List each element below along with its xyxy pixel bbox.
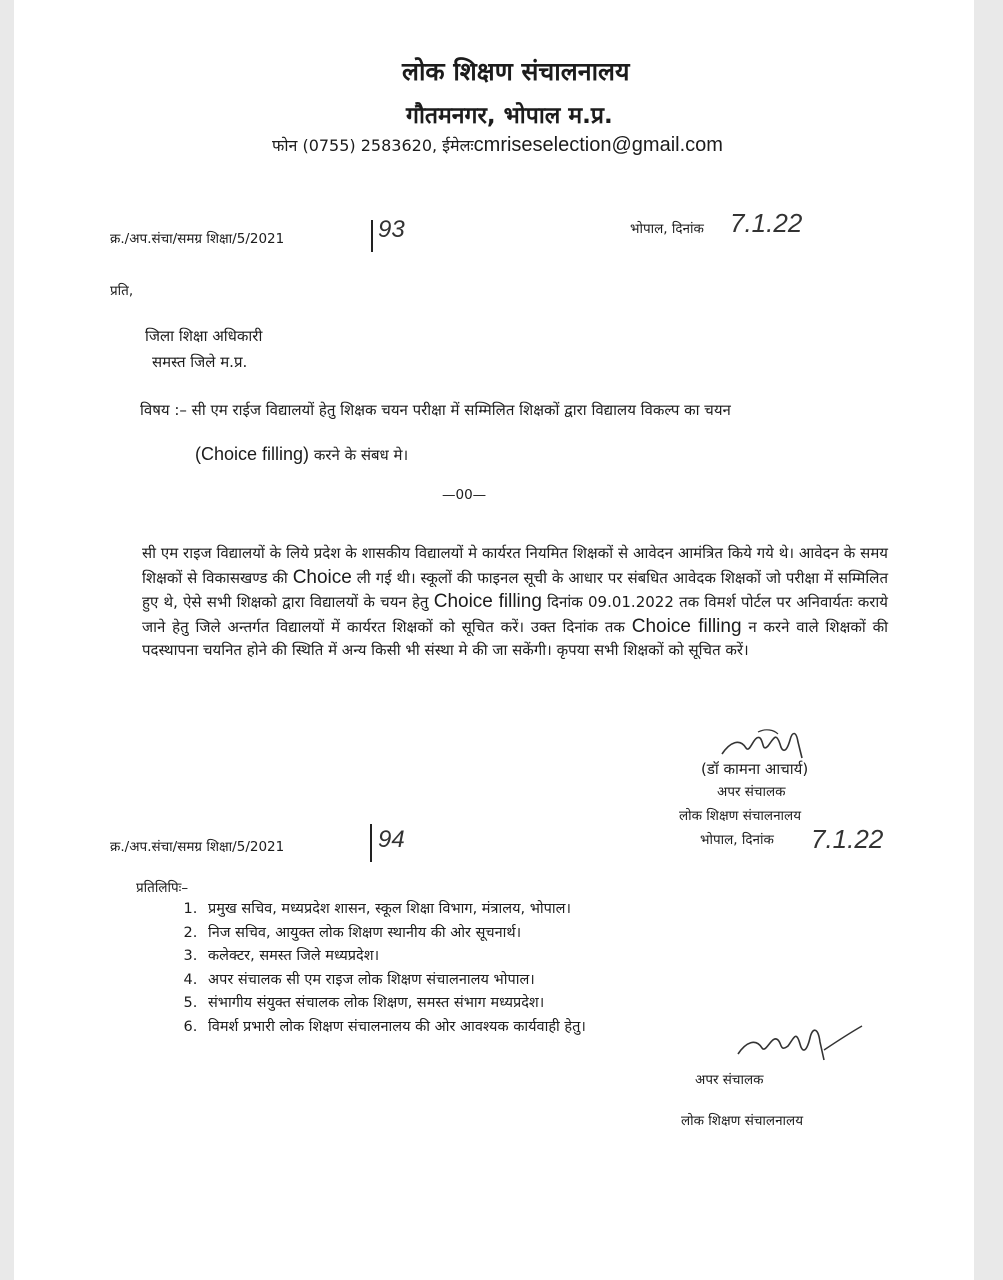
subject-line-1: विषय :– सी एम राईज विद्यालयों हेतु शिक्षक चयन परीक्षा में सम्मिलित शिक्षकों द्वारा विद्यालय विकल्प का चयन [140,401,731,419]
copy-label: प्रतिलिपिः– [136,880,189,896]
office-name: लोक शिक्षण संचालनालय [402,57,630,86]
contact-label: फोन (0755) 2583620, ईमेलः [272,136,474,155]
email-address: cmriseselection@gmail.com [473,134,723,156]
body-part-en: Choice [292,566,352,588]
recipient-line-1: जिला शिक्षा अधिकारी [145,327,263,345]
letter-page [14,0,974,1280]
body-part: ली गई थी। स्कूलों की फाइनल सूची के आधार पर संबधित आवेदक शिक्षकों जो परीक्षा में सम्मिलित हुए थे, ऐसे सभी शिक्षको द्वारा विद्यालयों के चयन हेतु [142,568,888,611]
recipient-line-2: समस्त जिले म.प्र. [152,353,248,371]
signature-2-designation: अपर संचालक [695,1072,764,1088]
date-handwritten: 7.1.22 [730,208,803,238]
subject-choice-filling: (Choice filling) [195,444,310,464]
list-item: 6. विमर्श प्रभारी लोक शिक्षण संचालनालय की ओर आवश्यक कार्यवाही हेतु। [202,1016,586,1040]
subject-line-2 [195,444,408,465]
office-address: गौतमनगर, भोपाल म.प्र. [406,103,613,129]
ref-prefix: क्र./अप.संचा/समग्र शिक्षा/5/2021 [110,231,285,247]
signatory-office: लोक शिक्षण संचालनालय [679,808,802,824]
copy-recipients-list [164,898,586,1039]
ref-number-handwritten: 93 [378,216,405,243]
list-item: 5. संभागीय संयुक्त संचालक लोक शिक्षण, समस्त संभाग मध्यप्रदेश। [202,992,586,1016]
signatory-date-label: भोपाल, दिनांक [700,832,774,848]
signature-2-office: लोक शिक्षण संचालनालय [681,1113,804,1129]
copy-ref-number-handwritten: 94 [378,826,405,853]
body-part-en: Choice filling [631,615,742,637]
signatory-designation: अपर संचालक [717,784,786,800]
contact-line [272,134,723,157]
separator: —00— [442,487,487,503]
copy-ref-divider [370,824,372,862]
body-part: न करने वाले शिक्षकों की पदस्थापना चयनित होने की स्थिति में अन्य किसी भी संस्था मे की जा सकेंगी। कृपया सभी शिक्षकों को सूचित करें। [142,617,888,659]
signature-1-image [718,724,818,764]
body-paragraph [142,542,888,663]
body-part: दिनांक 09.01.2022 तक विमर्श पोर्टल पर अनिवार्यतः कराये जाने हेतु जिले अन्तर्गत विद्यालयों में कार्यरत शिक्षकों को सूचित करें। उक्त दिनांक तक [142,593,888,636]
body-part: सी एम राइज विद्यालयों के लिये प्रदेश के शासकीय विद्यालयों मे कार्यरत नियमित शिक्षकों से आवेदन आमंत्रित किये गये थे। आवेदन के समय शिक्षकों से विकासखण्ड की [142,544,888,587]
signature-2-image [732,1020,872,1066]
signatory-name: (डॉ कामना आचार्य) [701,760,809,778]
signatory-date-handwritten: 7.1.22 [811,824,884,854]
body-part-en: Choice filling [433,591,542,612]
to-label: प्रति, [110,283,134,299]
copy-ref-prefix: क्र./अप.संचा/समग्र शिक्षा/5/2021 [110,839,285,855]
place-date-label: भोपाल, दिनांक [630,221,704,237]
list-item: 1. प्रमुख सचिव, मध्यप्रदेश शासन, स्कूल शिक्षा विभाग, मंत्रालय, भोपाल। [202,898,586,922]
list-item: 2. निज सचिव, आयुक्त लोक शिक्षण स्थानीय की ओर सूचनार्थ। [202,922,586,946]
list-item: 4. अपर संचालक सी एम राइज लोक शिक्षण संचालनालय भोपाल। [202,969,586,993]
list-item: 3. कलेक्टर, समस्त जिले मध्यप्रदेश। [202,945,586,969]
ref-divider [371,220,373,252]
subject-rest: करने के संबध मे। [309,446,409,464]
